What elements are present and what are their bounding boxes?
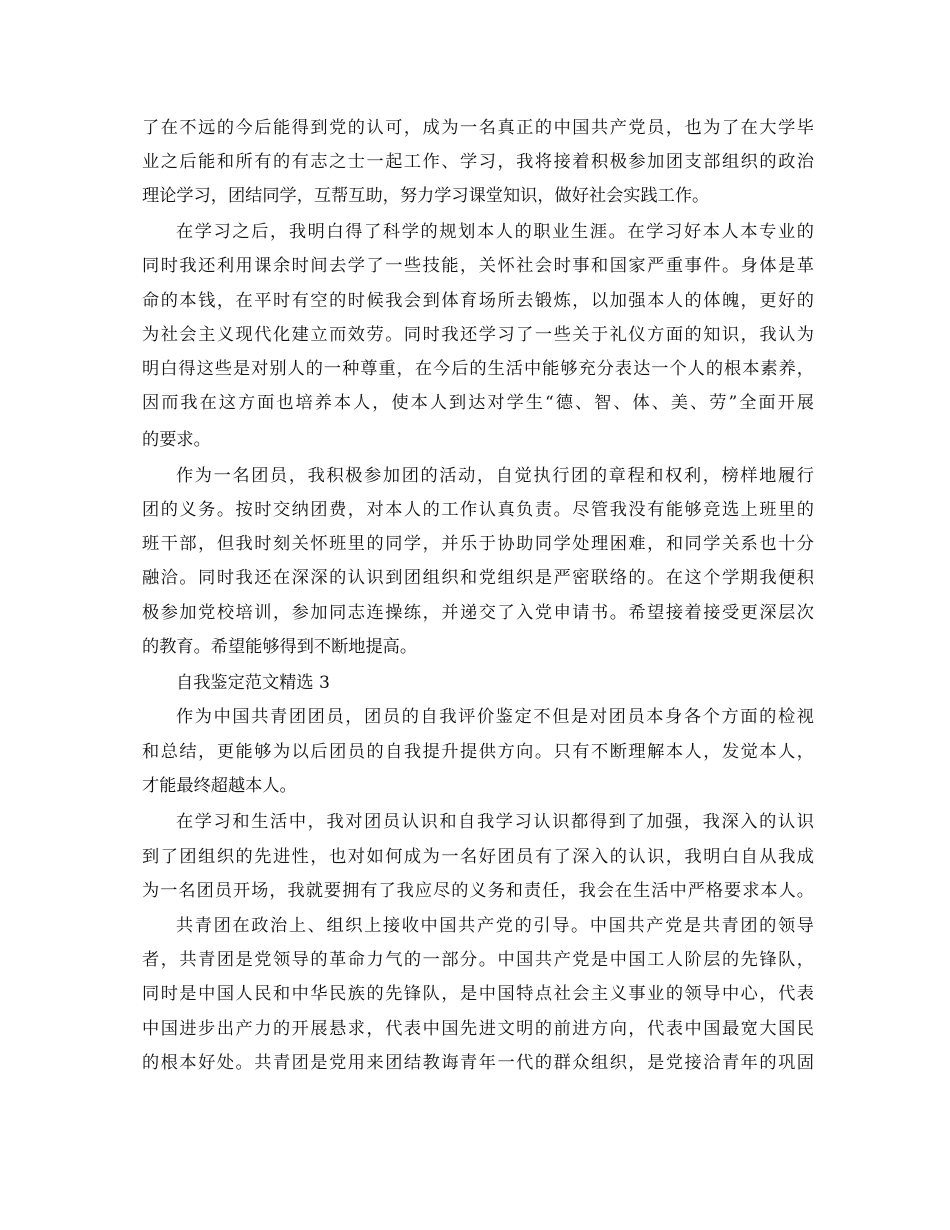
text-line: 因而我在这方面也培养本人，使本人到达对学生“德、智、体、美、劳”全面开展 [142, 393, 814, 413]
text-line: 极参加党校培训，参加同志连操练，并递交了入党申请书。希望接着接受更深层次 [142, 603, 814, 623]
text-line: 融洽。同时我还在深深的认识到团组织和党组织是严密联络的。在这个学期我便积 [142, 568, 814, 588]
text-line: 的根本好处。共青团是党用来团结教诲青年一代的群众组织，是党接洽青年的巩固 [142, 1053, 814, 1073]
text-line: 命的本钱，在平时有空的时候我会到体育场所去锻炼，以加强本人的体魄，更好的 [142, 291, 814, 311]
text-line: 者，共青团是党领导的革命力气的一部分。中国共产党是中国工人阶层的先锋队， [142, 950, 814, 970]
text-line: 为社会主义现代化建立而效劳。同时我还学习了一些关于礼仪方面的知识，我认为 [142, 325, 814, 345]
text-line: 业之后能和所有的有志之士一起工作、学习，我将接着积极参加团支部组织的政治 [142, 152, 814, 172]
text-line: 同时我还利用课余时间去学了一些技能，关怀社会时事和国家严重事件。身体是革 [142, 256, 814, 276]
text-line: 明白得这些是对别人的一种尊重，在今后的生活中能够充分表达一个人的根本素养， [142, 359, 814, 379]
text-line: 到了团组织的先进性，也对如何成为一名好团员有了深入的认识，我明白自从我成 [142, 847, 814, 867]
text-line: 班干部，但我时刻关怀班里的同学，并乐于协助同学处理困难，和同学关系也十分 [142, 534, 814, 554]
text-line: 为一名团员开场，我就要拥有了我应尽的义务和责任，我会在生活中严格要求本人。 [142, 881, 814, 901]
text-line: 了在不远的今后能得到党的认可，成为一名真正的中国共产党员，也为了在大学毕 [142, 118, 814, 138]
paragraph-start-line: 在学习之后，我明白得了科学的规划本人的职业生涯。在学习好本人本专业的 [176, 222, 814, 242]
text-line: 同时是中国人民和中华民族的先锋队，是中国特点社会主义事业的领导中心，代表 [142, 984, 814, 1004]
text-line: 理论学习，团结同学，互帮互助，努力学习课堂知识，做好社会实践工作。 [142, 186, 710, 206]
paragraph-start-line: 作为一名团员，我积极参加团的活动，自觉执行团的章程和权利，榜样地履行 [176, 466, 814, 486]
text-line: 的教育。希望能够得到不断地提高。 [142, 637, 418, 657]
text-line: 的要求。 [142, 430, 211, 450]
paragraph-start-line: 作为中国共青团团员，团员的自我评价鉴定不但是对团员本身各个方面的检视 [176, 707, 814, 727]
section-heading: 自我鉴定范文精选 3 [176, 673, 330, 693]
text-line: 和总结，更能够为以后团员的自我提升提供方向。只有不断理解本人，发觉本人， [142, 742, 814, 762]
text-line: 才能最终超越本人。 [142, 776, 297, 796]
text-line: 中国进步出产力的开展悬求，代表中国先进文明的前进方向，代表中国最宽大国民 [142, 1019, 814, 1039]
paragraph-start-line: 共青团在政治上、组织上接收中国共产党的引导。中国共产党是共青团的领导 [176, 916, 814, 936]
text-line: 团的义务。按时交纳团费，对本人的工作认真负责。尽管我没有能够竞选上班里的 [142, 500, 814, 520]
paragraph-start-line: 在学习和生活中，我对团员认识和自我学习认识都得到了加强，我深入的认识 [176, 812, 814, 832]
